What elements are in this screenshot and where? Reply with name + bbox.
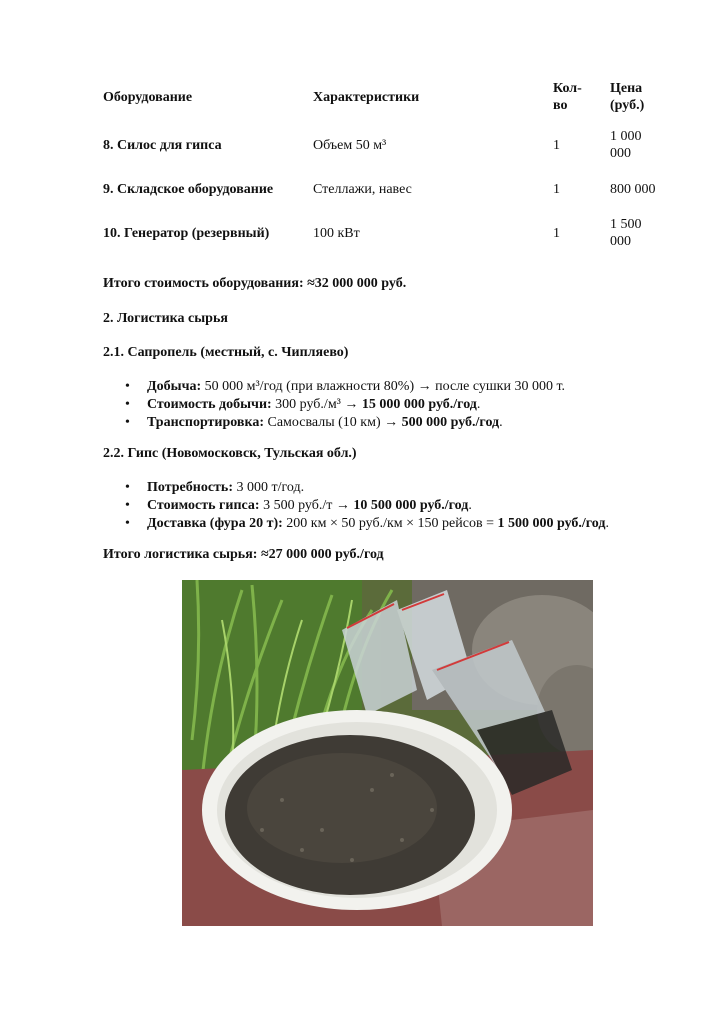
row-price: 1 000 000 (610, 129, 642, 161)
item-value: 10 500 000 руб./год (353, 498, 469, 513)
equipment-table (103, 74, 690, 258)
section-2-1-heading: 2.1. Сапропель (местный, с. Чипляево) (103, 345, 349, 360)
logistics-total: Итого логистика сырья: ≈27 000 000 руб./год (103, 547, 384, 562)
section-2-heading: 2. Логистика сырья (103, 311, 228, 326)
sapropel-list (103, 378, 565, 432)
sapropel-photo (182, 580, 593, 926)
item-tail: . (605, 516, 609, 531)
item-text: 300 руб./м³ → (271, 397, 362, 412)
section-2-2-heading: 2.2. Гипс (Новомосковск, Тульская обл.) (103, 446, 357, 461)
table-header-row (103, 74, 690, 120)
header-qty: Кол- во (553, 81, 582, 113)
item-text: 3 500 руб./т → (259, 498, 354, 513)
item-value: 500 000 руб./год (401, 415, 500, 430)
item-text: Самосвалы (10 км) → (264, 415, 402, 430)
item-text: 3 000 т/год. (232, 480, 305, 495)
row-qty: 1 (553, 225, 560, 241)
table-row (103, 208, 690, 258)
item-text: 50 000 м³/год (при влажности 80%) → после сушки 30 000 т. (201, 379, 566, 394)
row-price: 800 000 (610, 181, 656, 197)
item-label: Транспортировка: (147, 415, 264, 430)
list-item (103, 497, 609, 515)
row-equipment-name: 9. Складское оборудование (103, 181, 274, 197)
item-tail: . (476, 397, 481, 412)
item-label: Стоимость гипса: (147, 498, 260, 513)
item-value: 15 000 000 руб./год (361, 397, 477, 412)
item-tail: . (468, 498, 472, 513)
list-item (103, 414, 565, 432)
item-label: Добыча: (147, 379, 202, 394)
sapropel-bowl-image (182, 580, 593, 926)
row-equipment-name: 10. Генератор (резервный) (103, 225, 270, 241)
row-equipment-name: 8. Силос для гипса (103, 137, 222, 153)
table-row (103, 170, 690, 208)
item-text: 200 км × 50 руб./км × 150 рейсов = (282, 516, 498, 531)
list-item (103, 378, 565, 396)
header-price: Цена (руб.) (610, 81, 645, 113)
row-qty: 1 (553, 181, 560, 197)
gypsum-list (103, 479, 609, 533)
header-equipment: Оборудование (103, 89, 193, 105)
equipment-total: Итого стоимость оборудования: ≈32 000 000 руб. (103, 276, 407, 291)
row-spec: Стеллажи, навес (313, 181, 412, 197)
list-item (103, 396, 565, 414)
row-spec: 100 кВт (313, 225, 360, 241)
list-item (103, 515, 609, 533)
item-label: Доставка (фура 20 т): (147, 516, 283, 531)
row-qty: 1 (553, 137, 560, 153)
item-tail: . (499, 415, 503, 430)
item-label: Потребность: (147, 480, 233, 495)
table-row (103, 120, 690, 170)
row-price: 1 500 000 (610, 217, 642, 249)
header-characteristics: Характеристики (313, 89, 420, 105)
row-spec: Объем 50 м³ (313, 137, 387, 153)
item-label: Стоимость добычи: (147, 397, 272, 412)
item-value: 1 500 000 руб./год (497, 516, 606, 531)
list-item (103, 479, 609, 497)
